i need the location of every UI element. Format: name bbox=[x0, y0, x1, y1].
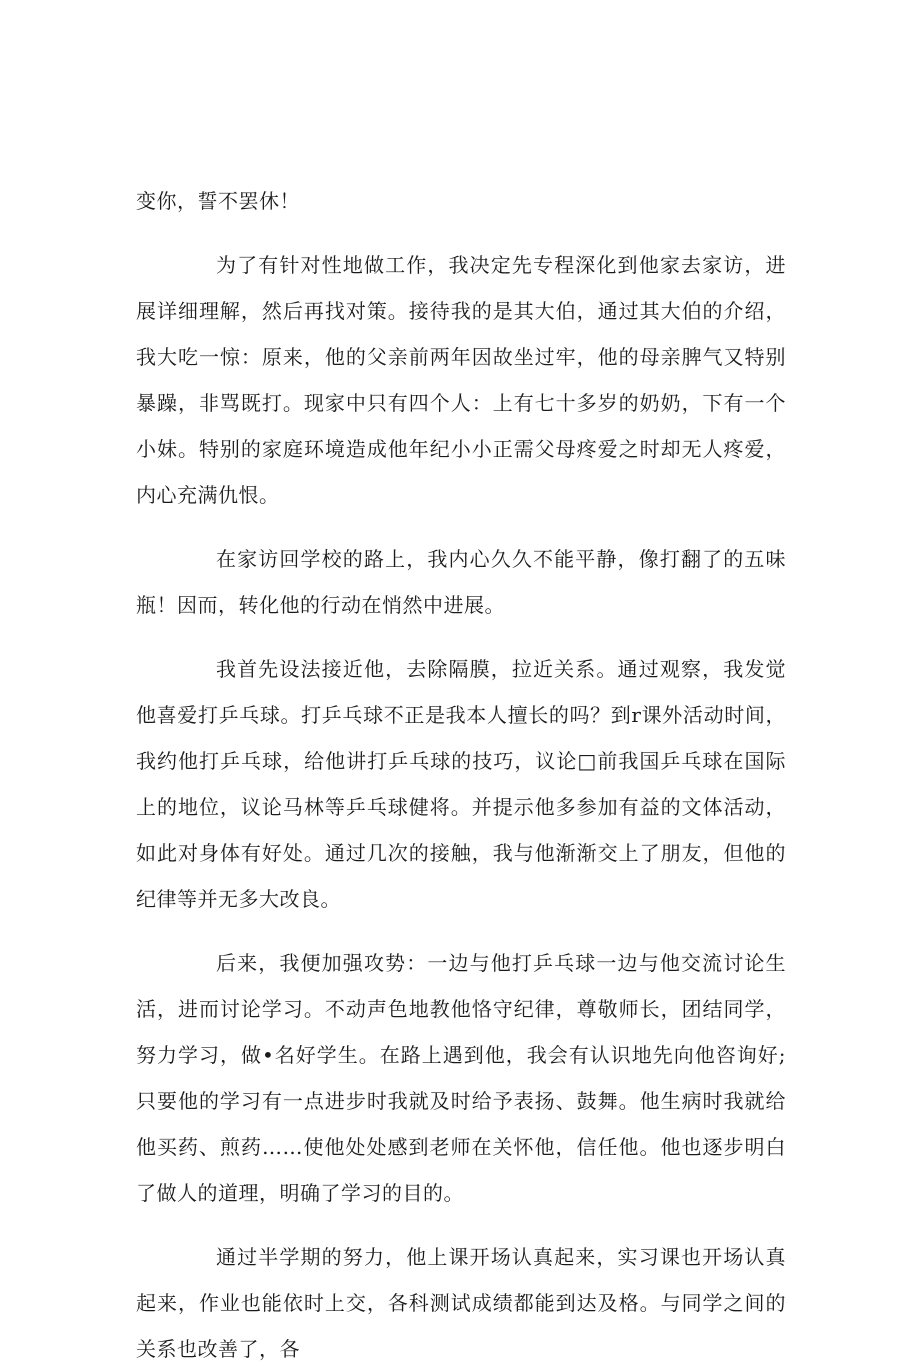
paragraph-1: 变你，誓不罢休！ bbox=[136, 189, 300, 213]
paragraph-3: 在家访回学校的路上，我内心久久不能平静，像打翻了的五味瓶！因而，转化他的行动在悄然中进展。 bbox=[136, 547, 786, 617]
paragraph-6: 通过半学期的努力，他上课开场认真起来，实习课也开场认真起来，作业也能依时上交，各科测试成绩都能到达及格。与同学之间的关系也改善了，各 bbox=[136, 1245, 786, 1361]
paragraph-4: 我首先设法接近他，去除隔膜，拉近关系。通过观察，我发觉他喜爱打乒乓球。打乒乓球不正是我本人擅长的吗？到r课外活动时间，我约他打乒乓球，给他讲打乒乓球的技巧，议论□前我国乒乓球在国际上的地位，议论马林等乒乓球健将。并提示他多参加有益的文体活动，如此对身体有好处。通过几次的接触，我与他渐渐交上了朋友，但他的纪律等并无多大改良。 bbox=[136, 657, 786, 911]
document-body bbox=[136, 178, 786, 1372]
paragraph-2: 为了有针对性地做工作，我决定先专程深化到他家去家访，进展详细理解，然后再找对策。接待我的是其大伯，通过其大伯的介绍，我大吃一惊：原来，他的父亲前两年因故坐过牢，他的母亲脾气又特别暴躁，非骂既打。现家中只有四个人：上有七十多岁的奶奶，下有一个小妹。特别的家庭环境造成他年纪小小正需父母疼爱之时却无人疼爱，内心充满仇恨。 bbox=[136, 253, 786, 507]
paragraph-5: 后来，我便加强攻势：一边与他打乒乓球一边与他交流讨论生活，进而讨论学习。不动声色地教他恪守纪律，尊敬师长，团结同学，努力学习，做•名好学生。在路上遇到他，我会有认识地先向他咨询好;只要他的学习有一点进步时我就及时给予表扬、鼓舞。他生病时我就给他买药、煎药……使他处处感到老师在关怀他，信任他。他也逐步明白了做人的道理，明确了学习的目的。 bbox=[136, 951, 786, 1205]
